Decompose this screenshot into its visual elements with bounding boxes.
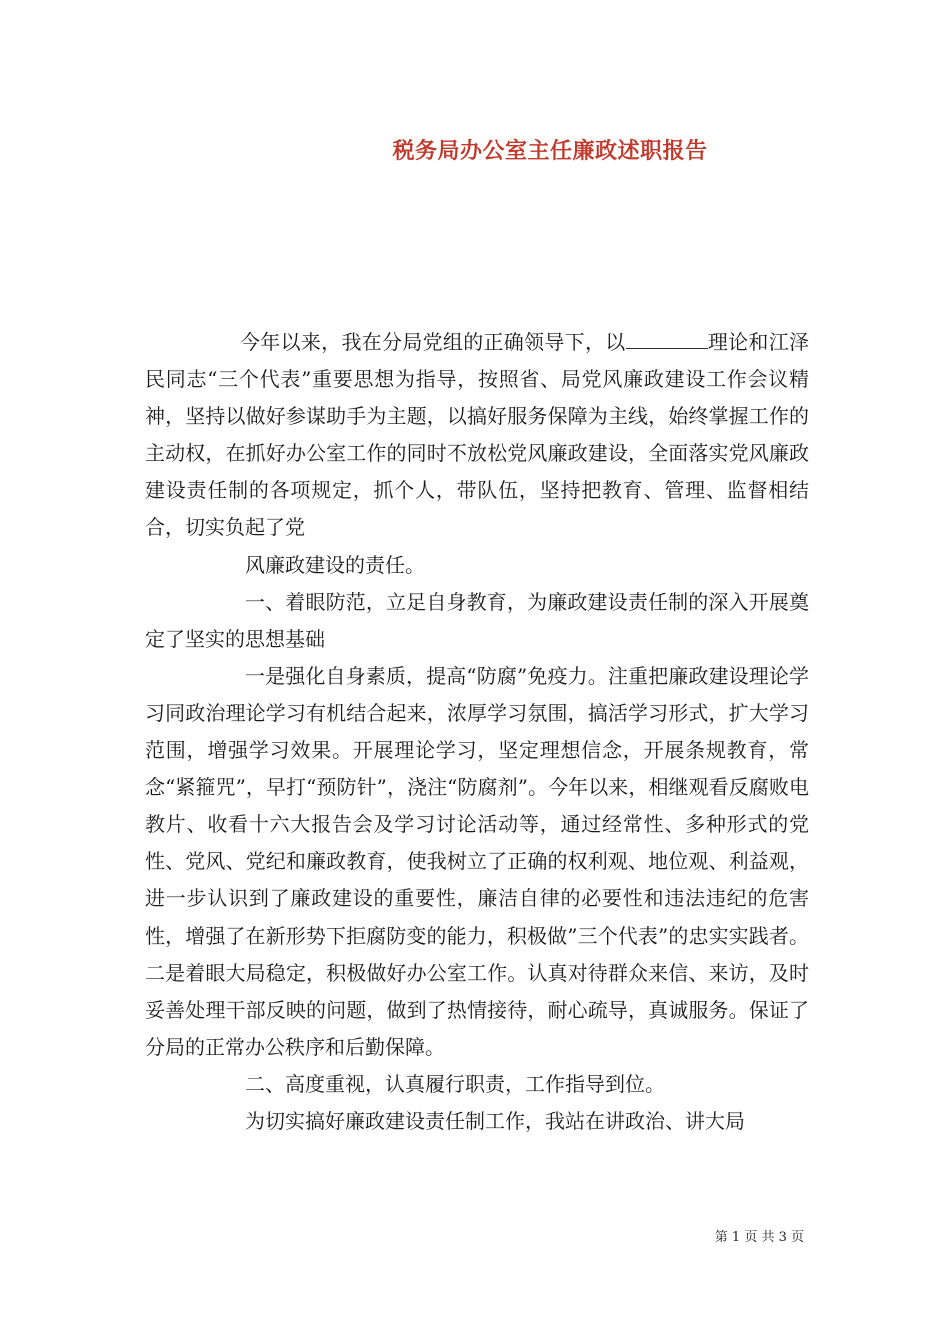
paragraph-intro-rest: 理论和江泽民同志“三个代表”重要思想为指导，按照省、局党风廉政建设工作会议精神，坚持以做好参谋助手为主题，以搞好服务保障为主线，始终掌握工作的主动权，在抓好办公室工作的同时不放松党风廉政建设，全面落实党风廉政建设责任制的各项规定，抓个人，带队伍，坚持把教育、管理、监督相结合，切实负起了党 bbox=[145, 330, 810, 540]
paragraph-section-2: 为切实搞好廉政建设责任制工作，我站在讲政治、讲大局 bbox=[245, 1108, 745, 1133]
page-footer: 第 1 页 共 3 页 bbox=[714, 1230, 804, 1245]
document-body bbox=[145, 324, 809, 1140]
paragraph-section-1: 一是强化自身素质，提高“防腐”免疫力。注重把廉政建设理论学习同政治理论学习有机结合起来，浓厚学习氛围，搞活学习形式，扩大学习范围，增强学习效果。开展理论学习，坚定理想信念，开展条规教育，常念“紧箍咒”，早打“预防针”，浇注“防腐剂”。今年以来，相继观看反腐败电教片、收看十六大报告会及学习讨论活动等，通过经常性、多种形式的党性、党风、党纪和廉政教育，使我树立了正确的权利观、地位观、利益观，进一步认识到了廉政建设的重要性，廉洁自律的必要性和违法违纪的危害性，增强了在新形势下拒腐防变的能力，积极做”三个代表”的忠实实践者。二是着眼大局稳定，积极做好办公室工作。认真对待群众来信、来访，及时妥善处理干部反映的问题，做到了热情接待，耐心疏导，真诚服务。保证了分局的正常办公秩序和后勤保障。 bbox=[145, 663, 809, 1059]
paragraph-responsibility: 风廉政建设的责任。 bbox=[245, 552, 425, 577]
document-title: 税务局办公室主任廉政述职报告 bbox=[392, 138, 708, 164]
section-heading-2: 二、高度重视，认真履行职责，工作指导到位。 bbox=[245, 1071, 665, 1096]
fill-in-blank bbox=[626, 328, 708, 349]
paragraph-intro-start: 今年以来，我在分局党组的正确领导下，以 bbox=[240, 330, 626, 354]
section-heading-1: 一、着眼防范，立足自身教育，为廉政建设责任制的深入开展奠定了坚实的思想基础 bbox=[145, 589, 809, 651]
paragraph-intro bbox=[145, 324, 809, 547]
